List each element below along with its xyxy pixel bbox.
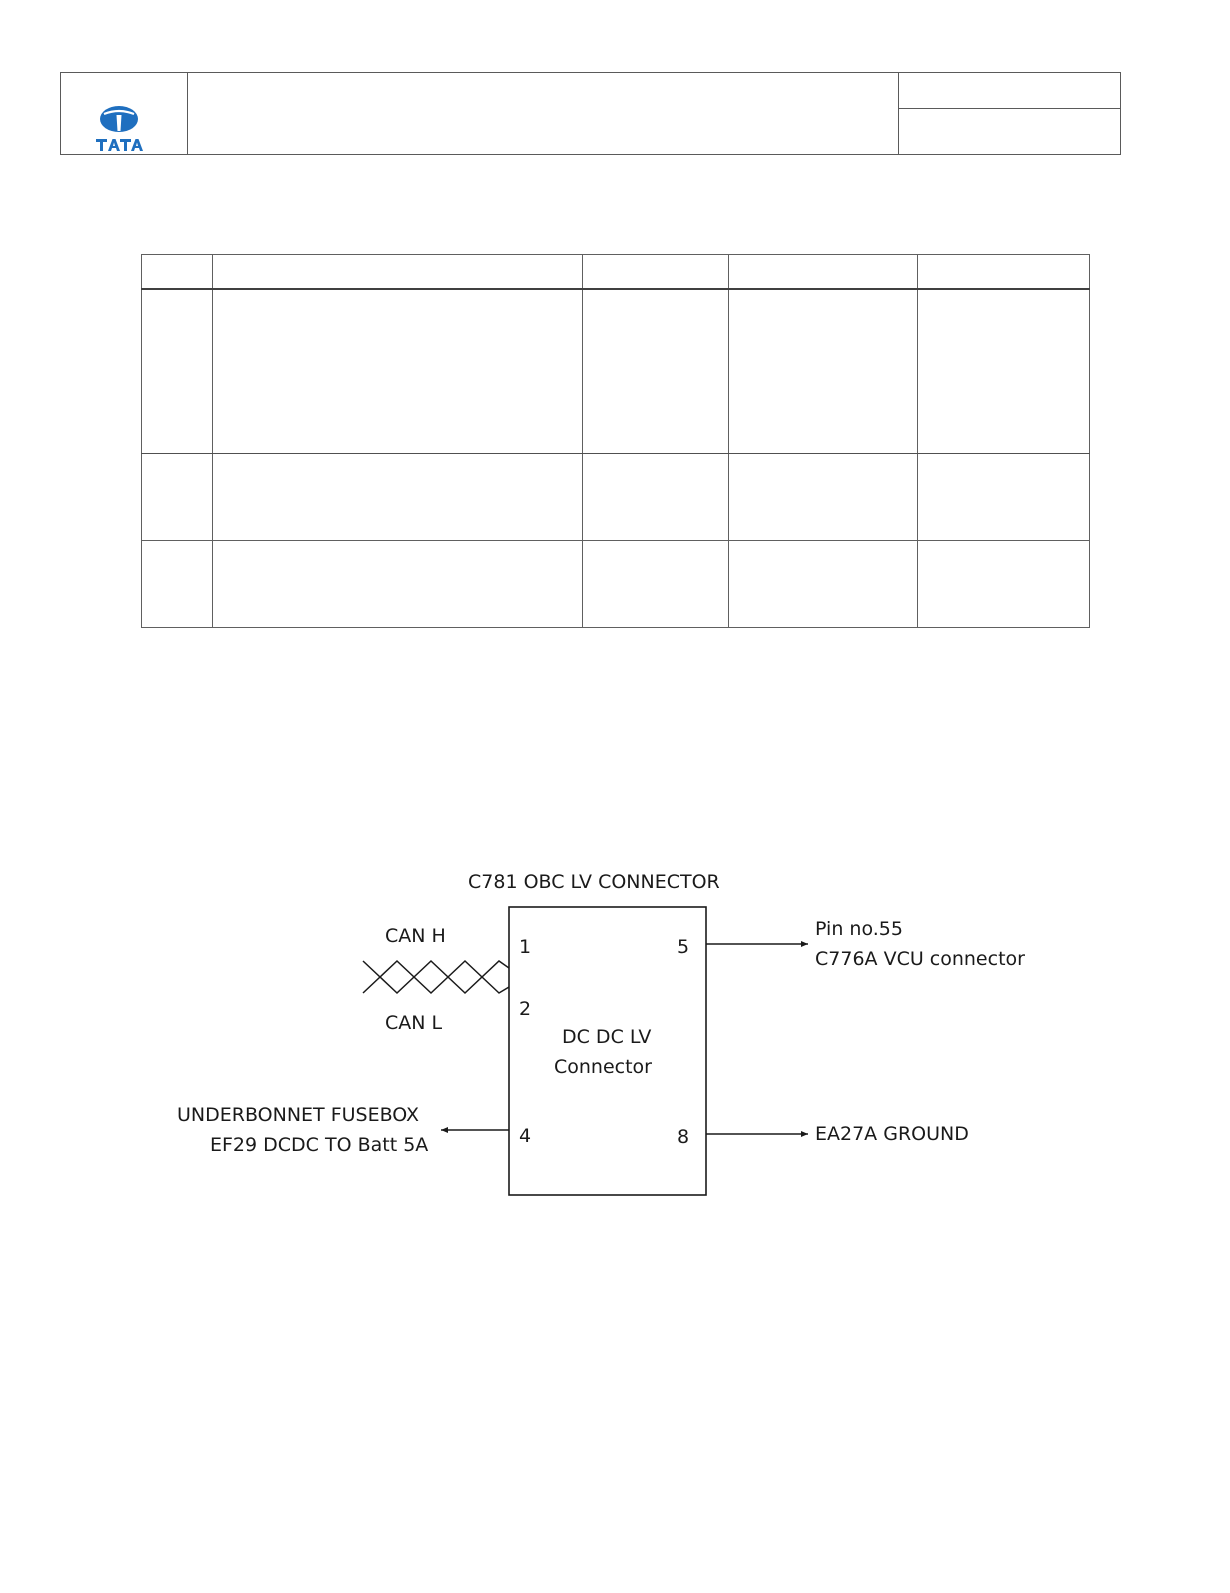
pin5-destination-line2: C776A VCU connector	[815, 948, 1025, 970]
box-label-line1: DC DC LV	[562, 1026, 652, 1048]
pin-5-label: 5	[677, 936, 690, 958]
pin4-destination-line1: UNDERBONNET FUSEBOX	[177, 1104, 420, 1126]
pin-4-label: 4	[519, 1125, 532, 1147]
box-label-line2: Connector	[554, 1056, 652, 1078]
pin-1-label: 1	[519, 936, 532, 958]
connector-title: C781 OBC LV CONNECTOR	[468, 871, 720, 893]
pin8-destination: EA27A GROUND	[815, 1123, 969, 1145]
pin-8-label: 8	[677, 1126, 690, 1148]
can-h-label: CAN H	[385, 925, 446, 947]
pin-2-label: 2	[519, 998, 532, 1020]
can-l-label: CAN L	[385, 1012, 443, 1034]
pin5-destination-line1: Pin no.55	[815, 918, 903, 940]
pin4-destination-line2: EF29 DCDC TO Batt 5A	[210, 1134, 429, 1156]
